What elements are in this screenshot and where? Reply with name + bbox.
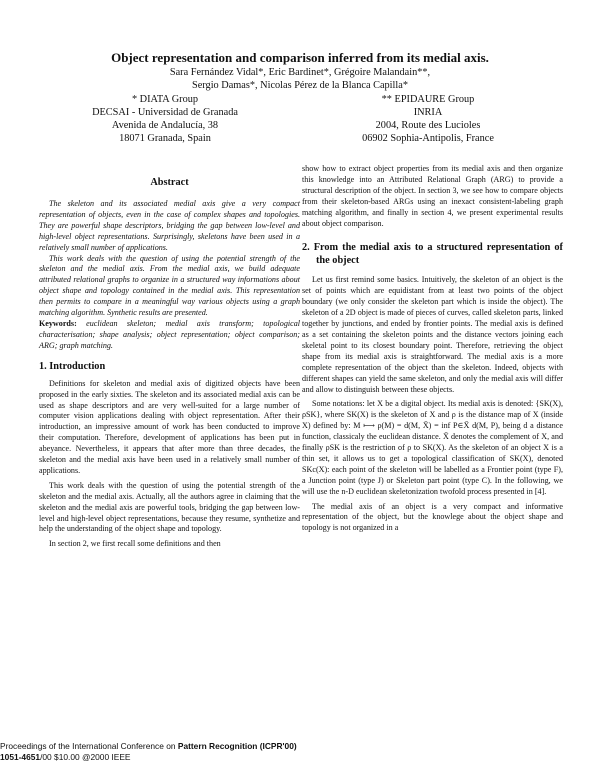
footer-line-2 — [0, 752, 131, 762]
section-heading-introduction: 1. Introduction — [39, 360, 106, 372]
body-paragraph: In section 2, we first recall some definitions and then — [49, 539, 221, 549]
authors-line-1: Sara Fernández Vidal*, Eric Bardinet*, Grégoire Malandain**, — [169, 67, 431, 78]
affiliation-line: 06902 Sophia-Antipolis, France — [362, 133, 494, 144]
affiliation-line: Avenida de Andalucía, 38 — [111, 120, 219, 131]
footer-prefix: Proceedings of the International Conference on — [0, 741, 178, 751]
body-paragraph: The medial axis of an object is a very compact and informative representation of the object, but the knowlege about the object shape and topology is not organized in a — [302, 501, 563, 533]
affiliation-line: 2004, Route des Lucioles — [375, 120, 481, 131]
affiliation-line: ** EPIDAURE Group — [381, 94, 475, 105]
left-column — [39, 164, 300, 550]
affiliation-line: * DIATA Group — [131, 94, 199, 105]
footer-line-1 — [0, 741, 297, 751]
abstract-heading: Abstract — [150, 177, 189, 188]
keywords-text: euclidean skeleton; medial axis transform; topological characterisation; shape analysis; object representation; object comparison; ARG; graph matching. — [39, 318, 301, 350]
abstract-paragraph: The skeleton and its associated medial axis give a very compact representation of objects, even in the case of complex shapes and topologies. They are powerful shape descriptors, bridging the gap between low-level and high-level object representations. Surprisingly, skeletons have been used in a relatively small number of applications. — [39, 199, 300, 252]
footer-issn: 1051-4651 — [0, 752, 41, 762]
footer-price: /00 $10.00 @2000 IEEE — [40, 752, 131, 762]
affiliation-epidaure — [323, 93, 533, 145]
section-heading-medial-axis: 2. From the medial axis to a structured representation of the object — [302, 242, 563, 267]
affiliation-line: DECSAI - Universidad de Granada — [92, 107, 238, 118]
abstract-paragraph: This work deals with the question of using the potential strength of the skeleton and the medial axis. From the medial axis, we build adequate attributed relational graphs to organize in a structured way informations about object shape and topology contained in the medial axis. This representation then permits to compare in a meaningful way various objects using a graph matching algorithm. Synthetic results are presented. — [39, 253, 300, 318]
keywords — [39, 319, 300, 352]
keywords-label: Keywords: — [39, 318, 77, 328]
authors-line-2: Sergio Damas*, Nicolas Pérez de la Blanca Capilla* — [192, 80, 408, 91]
affiliation-line: 18071 Granada, Spain — [119, 133, 211, 144]
paper-title: Object representation and comparison inferred from its medial axis. — [111, 50, 489, 65]
author-list — [40, 66, 560, 92]
abstract — [39, 199, 300, 352]
body-paragraph: Some notations: let X be a digital object. Its medial axis is denoted: {SK(X), ρSK}, where SK(X) is the skeleton of X and ρ is the distance map of X (inside X) defined by: M ⟼ ρ(M) = d(M, X̄) = inf P∈X̄ d(M, P), being d a distance function, classicaly the euclidean distance. X̄ denotes the complement of X, and finally ρSK is the restriction of ρ to SK(X). As the skeleton of an object X is a thin set, it allows us to get a topological classification of SK(X), denoted SKc(X): each point of the skeleton will be labelled as a Frontier point (type F), a Junction point (type J) or Skeleton part point (type C). In the following, we will use the n-D euclidean skeletonization twofold process presented in [4]. — [302, 399, 563, 496]
body-paragraph: show how to extract object properties from its medial axis and then organize this knowledge into an Attributed Relational Graph (ARG) to provide a structural description of the object. In section 3, we see how to compare objects from their skeleton-based ARGs using an inexact consistent-labeling graph matching algorithm, and finally in section 4, we present experimental results about object comparison. — [302, 164, 563, 228]
body-paragraph: This work deals with the question of using the potential strength of the skeleton and the medial axis. Actually, all the authors agree in claiming that the skeleton and the medial axis are powerful tools, bridging the gap between low-level and high-level object representations, because they resume, synthetize and help the understanding of the object shape and topology. — [39, 480, 300, 534]
footer-conference: Pattern Recognition (ICPR'00) — [177, 741, 297, 751]
affiliation-line: INRIA — [413, 107, 443, 118]
right-column — [302, 164, 563, 534]
affiliation-diata — [60, 93, 270, 145]
body-paragraph: Let us first remind some basics. Intuitively, the skeleton of an object is the set of points which are equidistant from at least two points of the object boundary (we only consider the skeleton part which is inside the object). The skeleton of a 2D object is made of pieces of curves, called skeleton parts, linked together by junctions, and ended by frontier points. The medial axis is defined as a set containing the skeleton points and the distance vectors joining each skeletal point to its closest boundary point. Therefore, retrieving the object shape from its medial axis is straightforward. The medial axis is a more complete representation of the object than the skeleton. Indeed, objects with different shapes can yield the same skeleton, and only the medial axis will differ and allow to distinguish between these objects. — [302, 275, 563, 394]
body-paragraph: Definitions for skeleton and medial axis of digitized objects have been proposed in the early sixties. The skeleton and its associated medial axis can be used as shape descriptors and are very well-suited for a large number of computer vision applications dealing with object representation. After their introduction, an impressive amount of work has been conducted to improve their computation. Therefore, development of applications has been put in abeyance. Nevertheless, it appears that after more than three decades, the skeleton and the medial axis have been used in a relatively small number of applications. — [39, 378, 300, 475]
